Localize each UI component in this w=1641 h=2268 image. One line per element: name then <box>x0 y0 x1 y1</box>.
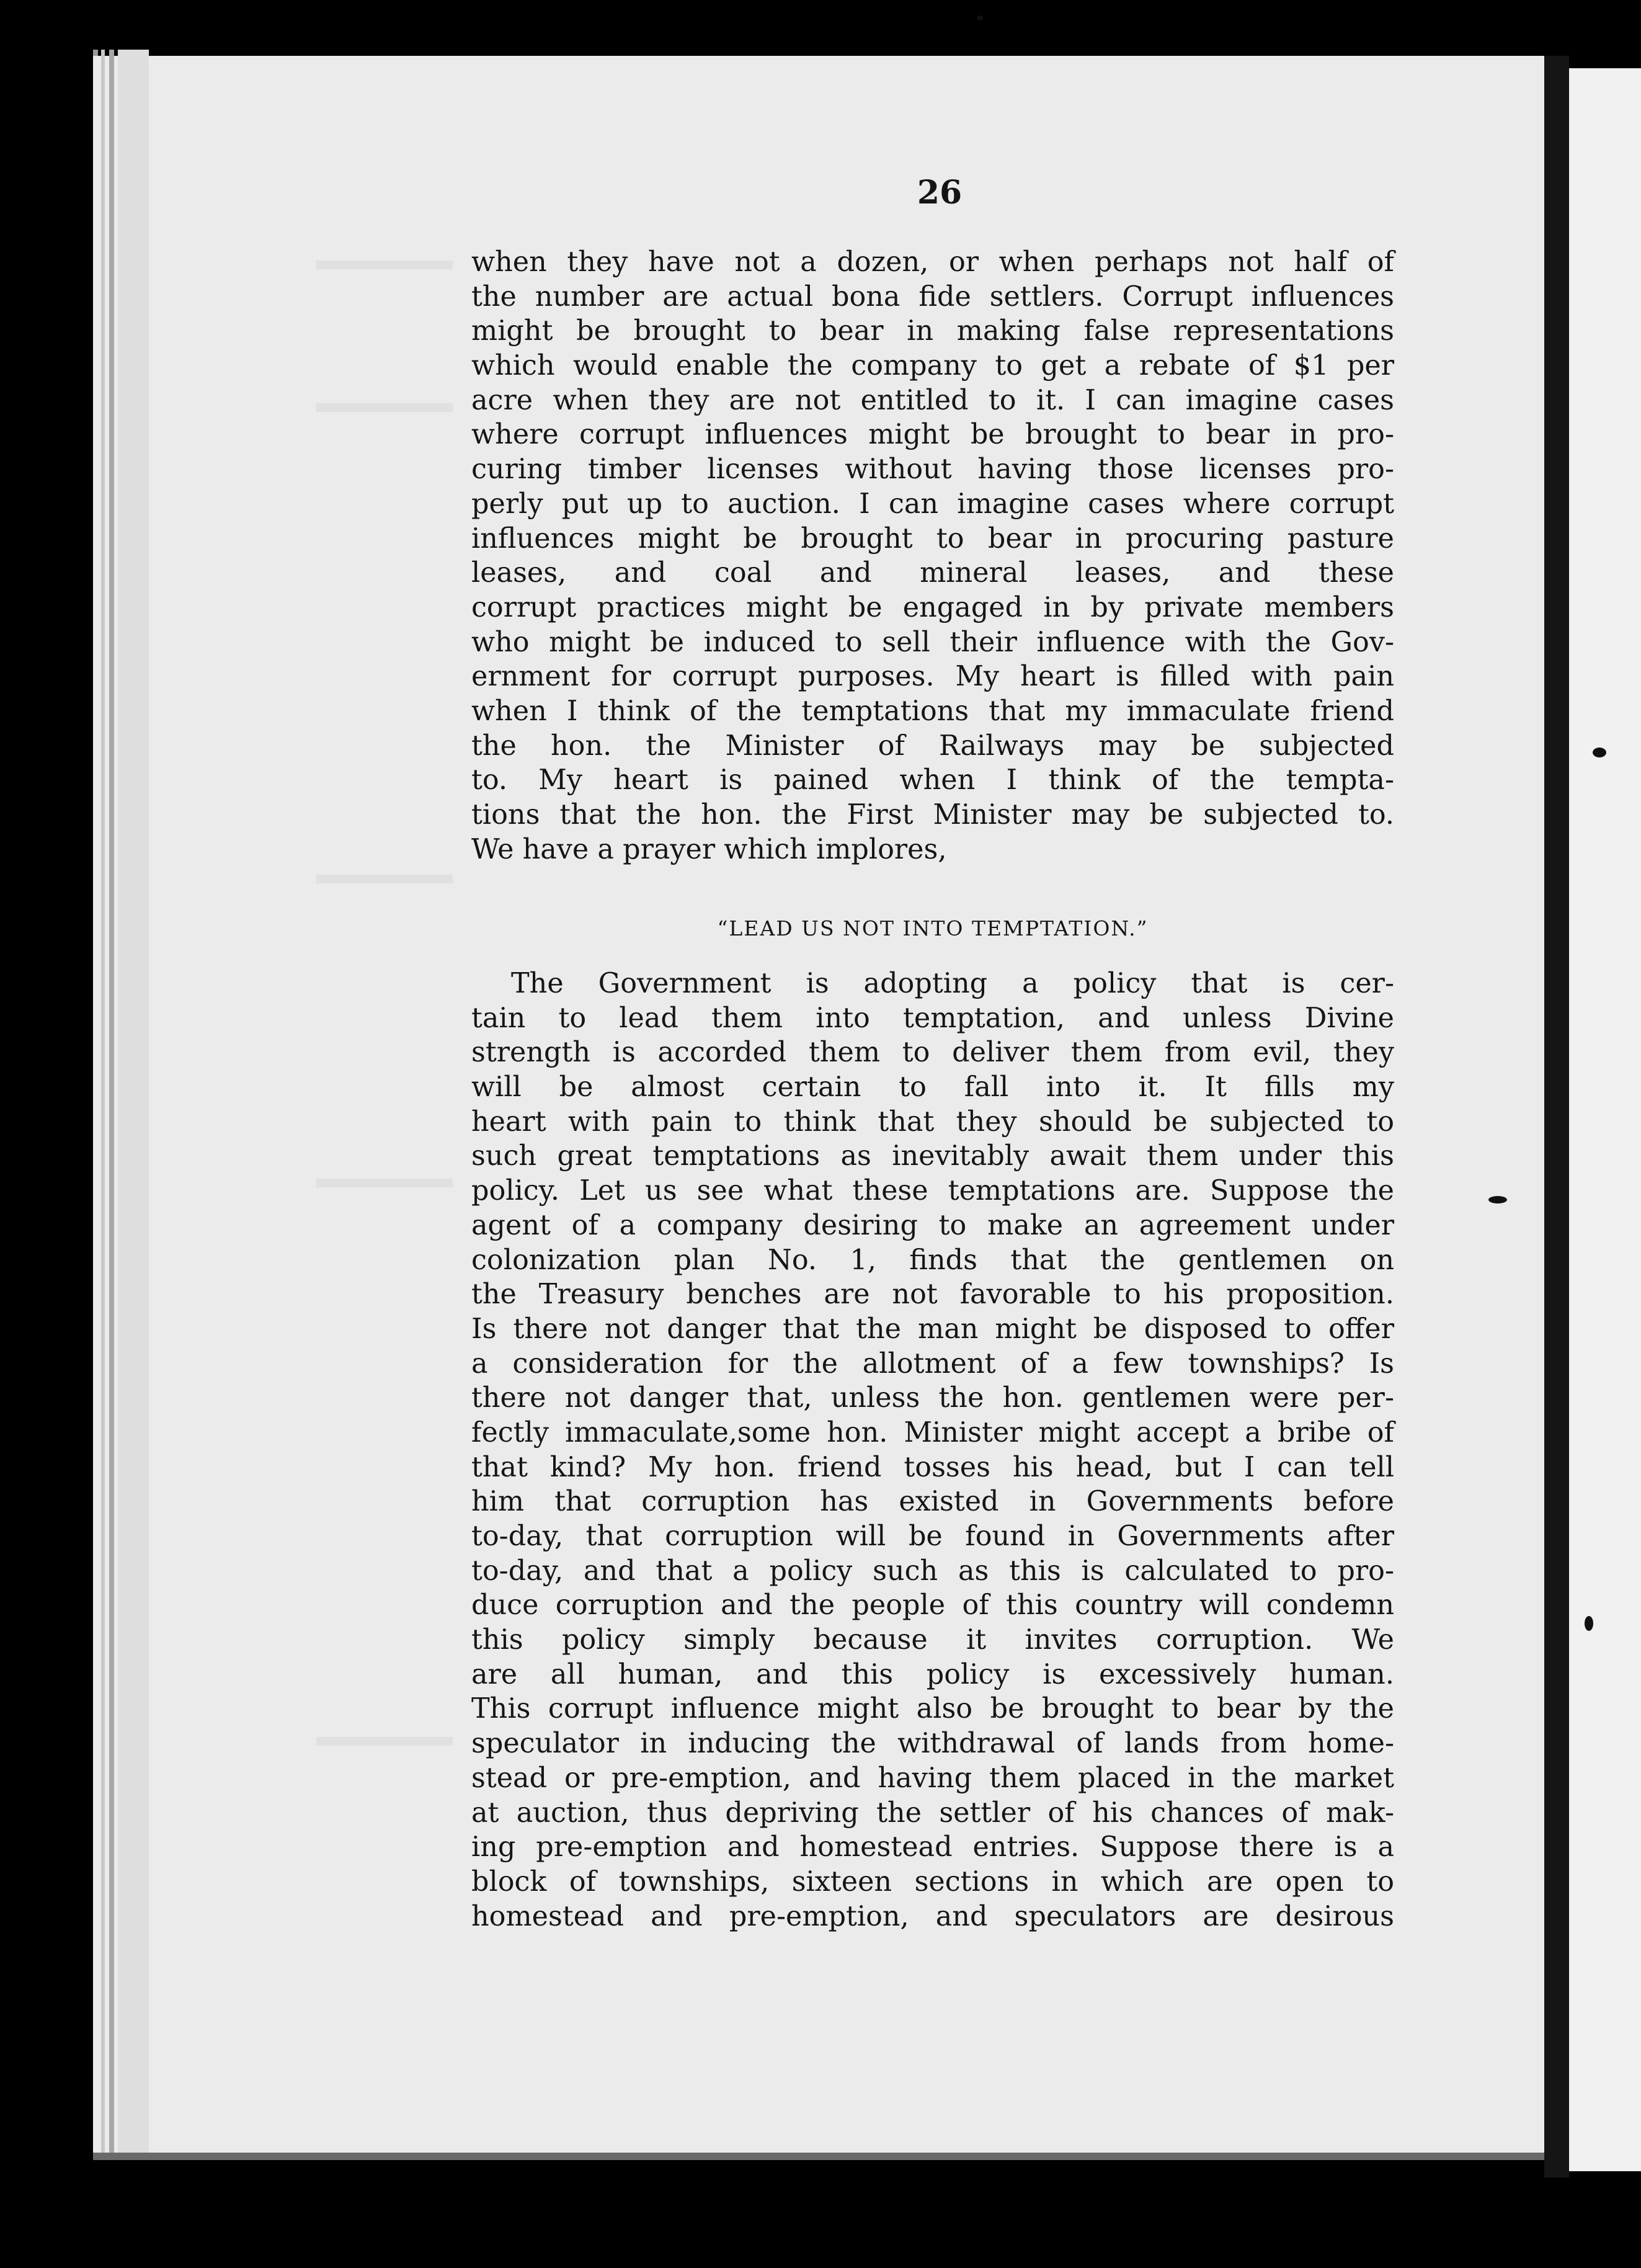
text-line: Is there not danger that the man might be disposed to offer <box>471 1313 1394 1345</box>
bleed-through-mark <box>316 403 453 412</box>
text-line: The Government is adopting a policy that is cer- <box>511 968 1394 999</box>
text-line: to-day, that corruption will be found in Governments after <box>471 1520 1394 1552</box>
text-line: heart with pain to think that they should be subjected to <box>471 1105 1394 1138</box>
text-line: curing timber licenses without having those licenses pro- <box>471 453 1394 486</box>
text-line: duce corruption and the people of this country will condemn <box>471 1589 1394 1622</box>
text-line: We have a prayer which implores, <box>471 833 947 865</box>
binding-shadow <box>1544 56 1569 2177</box>
text-line: will be almost certain to fall into it. It fills my <box>471 1071 1394 1104</box>
page-edge <box>109 50 114 2159</box>
text-line: are all human, and this policy is excessively human. <box>471 1658 1394 1690</box>
text-line: that kind? My hon. friend tosses his head, but I can tell <box>471 1451 1394 1483</box>
text-line: the hon. the Minister of Railways may be subjected <box>471 730 1394 762</box>
page-edge <box>101 50 105 2159</box>
text-line: corrupt practices might be engaged in by private members <box>471 591 1394 623</box>
text-line: such great temptations as inevitably await them under this <box>471 1140 1394 1172</box>
text-line: homestead and pre-emption, and speculators are desirous <box>471 1900 1394 1932</box>
text-line: at auction, thus depriving the settler of his chances of mak- <box>471 1797 1394 1829</box>
text-line: a consideration for the allotment of a few townships? Is <box>471 1347 1394 1380</box>
bleed-through-mark <box>316 261 453 269</box>
page-bottom-shadow <box>93 2153 1569 2160</box>
ink-blot <box>1593 748 1606 757</box>
bleed-through-mark <box>316 1737 453 1746</box>
text-line: tain to lead them into temptation, and unless Divine <box>471 1002 1394 1034</box>
text-line: ing pre-emption and homestead entries. Suppose there is a <box>471 1831 1394 1864</box>
text-line: where corrupt influences might be brought to bear in pro- <box>471 419 1394 451</box>
page-edge <box>118 50 149 2159</box>
text-line: stead or pre-emption, and having them placed in the market <box>471 1762 1394 1794</box>
text-line: policy. Let us see what these temptations are. Suppose the <box>471 1175 1394 1207</box>
ink-blot <box>977 16 983 20</box>
text-line: strength is accorded them to deliver them from evil, they <box>471 1037 1394 1069</box>
bleed-through-mark <box>316 875 453 883</box>
text-line: acre when they are not entitled to it. I can imagine cases <box>471 384 1394 416</box>
text-line: perly put up to auction. I can imagine cases where corrupt <box>471 488 1394 520</box>
text-line: leases, and coal and mineral leases, and these <box>471 557 1394 589</box>
text-line: when they have not a dozen, or when perhaps not half of <box>471 246 1394 278</box>
page-number: 26 <box>917 174 963 212</box>
facing-page-edge <box>1569 68 1641 2171</box>
text-line: when I think of the temptations that my immaculate friend <box>471 695 1394 727</box>
text-line: block of townships, sixteen sections in which are open to <box>471 1865 1394 1898</box>
text-line: might be brought to bear in making false representations <box>471 315 1394 347</box>
ink-blot <box>1488 1196 1507 1203</box>
text-line: the Treasury benches are not favorable to his proposition. <box>471 1279 1394 1311</box>
ink-blot <box>1585 1616 1593 1631</box>
text-line: to-day, and that a policy such as this is calculated to pro- <box>471 1555 1394 1587</box>
text-line: him that corruption has existed in Governments before <box>471 1486 1394 1518</box>
text-line: which would enable the company to get a rebate of $1 per <box>471 350 1394 382</box>
text-line: ernment for corrupt purposes. My heart is filled with pain <box>471 661 1394 693</box>
text-line: influences might be brought to bear in procuring pasture <box>471 522 1394 555</box>
text-line: the number are actual bona fide settlers. Corrupt influences <box>471 280 1394 313</box>
text-line: there not danger that, unless the hon. gentlemen were per- <box>471 1382 1394 1414</box>
text-line: This corrupt influence might also be brought to bear by the <box>471 1693 1394 1725</box>
text-line: to. My heart is pained when I think of the tempta- <box>471 764 1394 797</box>
bleed-through-mark <box>316 1179 453 1187</box>
text-line: colonization plan No. 1, finds that the gentlemen on <box>471 1244 1394 1276</box>
text-line: agent of a company desiring to make an agreement under <box>471 1209 1394 1241</box>
section-heading: “LEAD US NOT INTO TEMPTATION.” <box>717 916 1149 940</box>
text-line: tions that the hon. the First Minister may be subjected to. <box>471 799 1394 831</box>
text-line: speculator in inducing the withdrawal of lands from home- <box>471 1728 1394 1760</box>
text-line: this policy simply because it invites corruption. We <box>471 1624 1394 1656</box>
paragraph-2 <box>471 967 1394 1934</box>
text-line: fectly immaculate,some hon. Minister might accept a bribe of <box>471 1416 1394 1449</box>
paragraph-1 <box>471 245 1394 867</box>
text-line: who might be induced to sell their influence with the Gov- <box>471 626 1394 658</box>
